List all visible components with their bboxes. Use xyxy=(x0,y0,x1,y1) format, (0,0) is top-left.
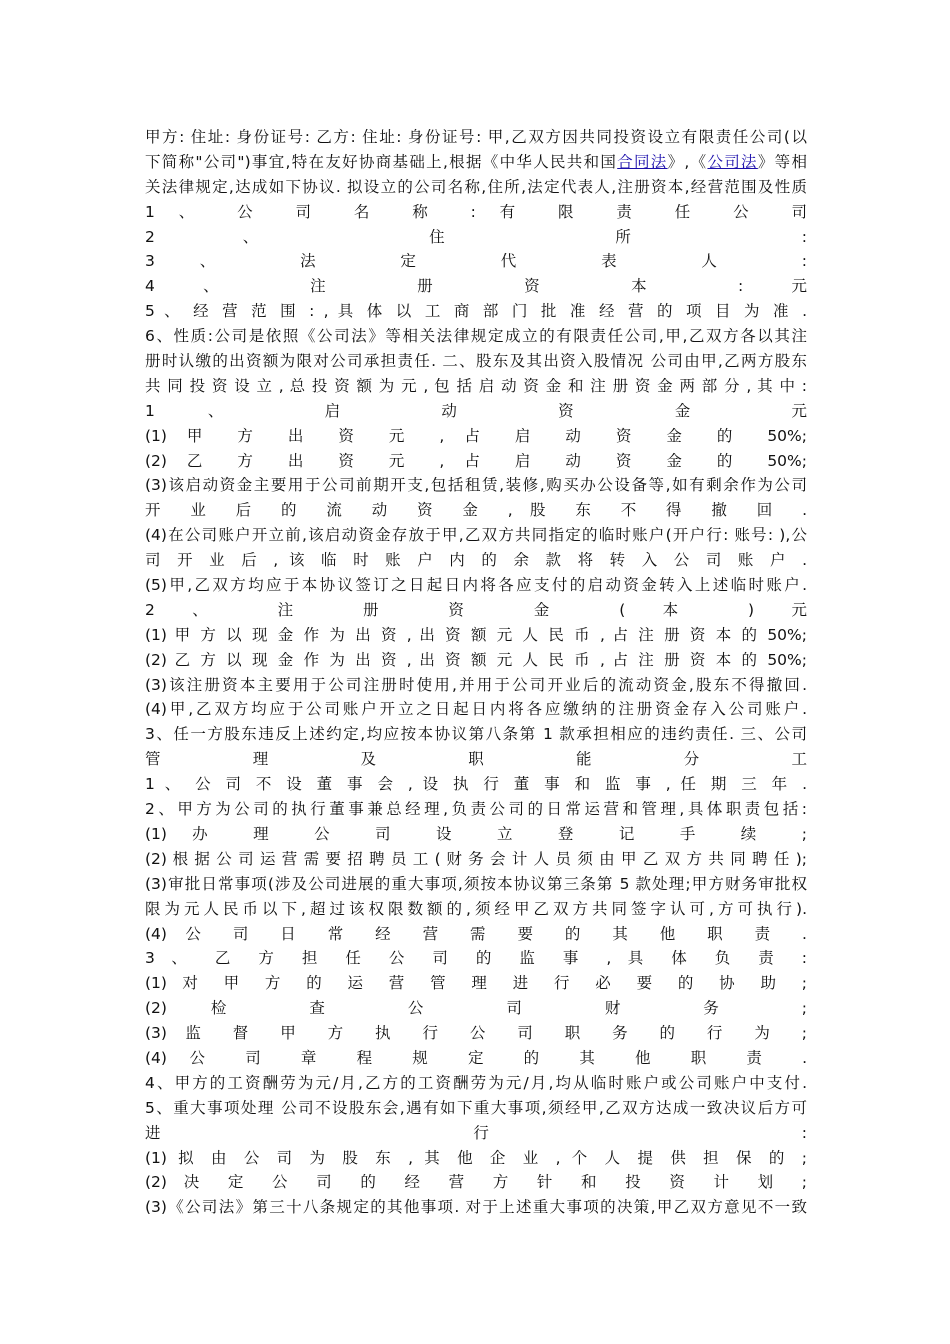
paragraph-line: 3、任一方股东违反上述约定,均应按本协议第八条第 1 款承担相应的违约责任. 三、公司 xyxy=(145,725,807,744)
paragraph-line: (2) 检 查 公 司 财 务 ; xyxy=(145,999,807,1018)
paragraph-line xyxy=(145,150,807,175)
paragraph-line: 进 行 : xyxy=(145,1123,807,1142)
paragraph-line: (3)审批日常事项(涉及公司进展的重大事项,须按本协议第三条第 5 款处理;甲方财务审批权 xyxy=(145,874,807,893)
paragraph-line: 5 、 经 营 范 围 : , 具 体 以 工 商 部 门 批 准 经 营 的 项 目 为 准 . xyxy=(145,302,807,321)
paragraph-line: 2、甲方为公司的执行董事兼总经理,负责公司的日常运营和管理,具体职责包括: xyxy=(145,800,807,819)
paragraph-line: 开 业 后 的 流 动 资 金 , 股 东 不 得 撤 回 . xyxy=(145,501,807,520)
contract-law-link[interactable]: 合同法 xyxy=(617,152,668,171)
paragraph-line: 限为元人民币以下,超过该权限数额的,须经甲乙双方共同签字认可,方可执行). xyxy=(145,899,807,918)
paragraph-line: (3)该注册资本主要用于公司注册时使用,并用于公司开业后的流动资金,股东不得撤回. xyxy=(145,675,807,694)
paragraph-line: (4)在公司账户开立前,该启动资金存放于甲,乙双方共同指定的临时账户(开户行: 账号: ),公 xyxy=(145,526,807,545)
paragraph-line: 甲方: 住址: 身份证号: 乙方: 住址: 身份证号: 甲,乙双方因共同投资设立有限责任公司(以 xyxy=(145,128,807,146)
line-text: 下简称"公司")事宜,特在友好协商基础上,根据《中华人民共和国 xyxy=(145,152,618,171)
paragraph-line: 1 、 公 司 不 设 董 事 会 , 设 执 行 董 事 和 监 事 , 任 期 三 年 . xyxy=(145,775,807,794)
paragraph-line: (2) 决 定 公 司 的 经 营 方 针 和 投 资 计 划 ; xyxy=(145,1173,807,1192)
paragraph-line: (2) 乙 方 出 资 元 , 占 启 动 资 金 的 50%; xyxy=(145,451,807,470)
paragraph-line: 共 同 投 资 设 立 , 总 投 资 额 为 元 , 包 括 启 动 资 金 和 注 册 资 金 两 部 分 , 其 中 : xyxy=(145,376,807,395)
paragraph-line: (4)甲,乙双方均应于公司账户开立之日起日内将各应缴纳的注册资金存入公司账户. xyxy=(145,700,807,719)
paragraph-line: 6、性质:公司是依照《公司法》等相关法律规定成立的有限责任公司,甲,乙双方各以其注 xyxy=(145,327,807,346)
paragraph-line: (1) 对 甲 方 的 运 营 管 理 进 行 必 要 的 协 助 ; xyxy=(145,974,807,993)
paragraph-line: (1) 办 理 公 司 设 立 登 记 手 续 ; xyxy=(145,824,807,843)
company-law-link[interactable]: 公司法 xyxy=(707,152,758,171)
paragraph-line: (2) 根 据 公 司 运 营 需 要 招 聘 员 工 ( 财 务 会 计 人 员 须 由 甲 乙 双 方 共 同 聘 任 ); xyxy=(145,849,807,868)
paragraph-line: 册时认缴的出资额为限对公司承担责任. 二、股东及其出资入股情况 公司由甲,乙两方股东 xyxy=(145,352,807,371)
paragraph-line: 3 、 法 定 代 表 人 : xyxy=(145,252,807,271)
paragraph-line: 2 、 住 所 : xyxy=(145,227,807,246)
paragraph-line: (3)《公司法》第三十八条规定的其他事项. 对于上述重大事项的决策,甲乙双方意见不一致 xyxy=(145,1198,807,1217)
line-text: 》等相 xyxy=(757,152,807,171)
paragraph-line: 管 理 及 职 能 分 工 xyxy=(145,750,807,769)
paragraph-line: (3) 监 督 甲 方 执 行 公 司 职 务 的 行 为 ; xyxy=(145,1024,807,1043)
line-text: 》,《 xyxy=(667,152,708,171)
paragraph-line: 4、甲方的工资酬劳为元/月,乙方的工资酬劳为元/月,均从临时账户或公司账户中支付. xyxy=(145,1073,807,1092)
paragraph-line: 4 、 注 册 资 本 : 元 xyxy=(145,277,807,296)
paragraph-line: 司 开 业 后 , 该 临 时 账 户 内 的 余 款 将 转 入 公 司 账 户 . xyxy=(145,551,807,570)
paragraph-line: (5)甲,乙双方均应于本协议签订之日起日内将各应支付的启动资金转入上述临时账户. xyxy=(145,576,807,595)
paragraph-line: (1) 甲 方 出 资 元 , 占 启 动 资 金 的 50%; xyxy=(145,426,807,445)
paragraph-line: (4) 公 司 章 程 规 定 的 其 他 职 责 . xyxy=(145,1048,807,1067)
paragraph-line: 2 、 注 册 资 金 ( 本 ) 元 xyxy=(145,600,807,619)
paragraph-line: 关法律规定,达成如下协议. 拟设立的公司名称,住所,法定代表人,注册资本,经营范围及性质 xyxy=(145,177,807,196)
paragraph-line: (2) 乙 方 以 现 金 作 为 出 资 , 出 资 额 元 人 民 币 , 占 注 册 资 本 的 50%; xyxy=(145,650,807,669)
paragraph-line: (3)该启动资金主要用于公司前期开支,包括租赁,装修,购买办公设备等,如有剩余作为公司 xyxy=(145,476,807,495)
paragraph-line: 1 、 公 司 名 称 : 有 限 责 任 公 司 xyxy=(145,202,807,221)
paragraph-line: (1) 拟 由 公 司 为 股 东 , 其 他 企 业 , 个 人 提 供 担 保 的 ; xyxy=(145,1148,807,1167)
paragraph-line: (4) 公 司 日 常 经 营 需 要 的 其 他 职 责 . xyxy=(145,924,807,943)
paragraph-line: 1 、 启 动 资 金 元 xyxy=(145,401,807,420)
paragraph-line: 3 、 乙 方 担 任 公 司 的 监 事 , 具 体 负 责 : xyxy=(145,949,807,968)
document-page xyxy=(145,125,807,1220)
paragraph-line: (1) 甲 方 以 现 金 作 为 出 资 , 出 资 额 元 人 民 币 , 占 注 册 资 本 的 50%; xyxy=(145,625,807,644)
paragraph-line: 5、重大事项处理 公司不设股东会,遇有如下重大事项,须经甲,乙双方达成一致决议后方可 xyxy=(145,1098,807,1117)
